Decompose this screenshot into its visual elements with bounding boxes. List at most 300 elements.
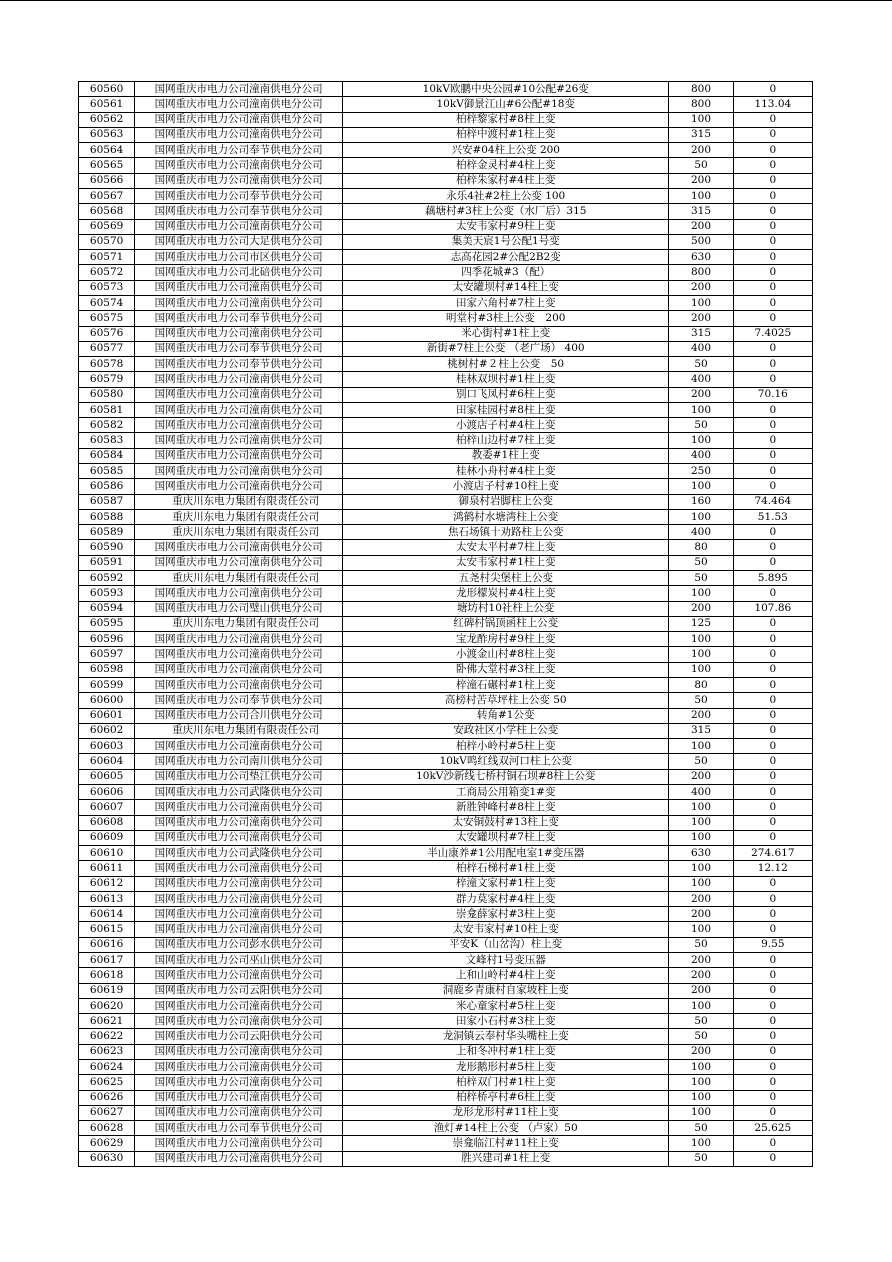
- company-name-cell: 国网重庆市电力公司奉节供电分公司: [135, 693, 343, 708]
- transformer-name-cell: 小渡店子村#4柱上变: [343, 418, 669, 433]
- company-name-cell: 重庆川东电力集团有限责任公司: [135, 723, 343, 738]
- capacity-cell: 50: [669, 1151, 733, 1166]
- transformer-name-cell: 四季花城#3（配）: [343, 265, 669, 280]
- capacity-cell: 100: [669, 1075, 733, 1090]
- capacity-cell: 200: [669, 387, 733, 402]
- table-row: [79, 555, 813, 570]
- capacity-cell: 100: [669, 739, 733, 754]
- table-row: [79, 968, 813, 983]
- table-row: [79, 677, 813, 692]
- row-id-cell: 60618: [79, 968, 135, 983]
- row-id-cell: 60565: [79, 158, 135, 173]
- load-value-cell: 0: [733, 616, 812, 631]
- row-id-cell: 60617: [79, 953, 135, 968]
- load-value-cell: 0: [733, 433, 812, 448]
- company-name-cell: 国网重庆市电力公司潼南供电分公司: [135, 97, 343, 112]
- load-value-cell: 0: [733, 953, 812, 968]
- load-value-cell: 0: [733, 677, 812, 692]
- row-id-cell: 60593: [79, 586, 135, 601]
- transformer-name-cell: 米心街村#1柱上变: [343, 326, 669, 341]
- company-name-cell: 国网重庆市电力公司南川供电分公司: [135, 754, 343, 769]
- transformer-name-cell: 小渡金山村#8柱上变: [343, 647, 669, 662]
- transformer-name-cell: 桂林双坝村#1柱上变: [343, 372, 669, 387]
- transformer-name-cell: 胜兴建司#1柱上变: [343, 1151, 669, 1166]
- company-name-cell: 国网重庆市电力公司潼南供电分公司: [135, 402, 343, 417]
- table-row: [79, 754, 813, 769]
- table-row: [79, 357, 813, 372]
- row-id-cell: 60571: [79, 250, 135, 265]
- company-name-cell: 国网重庆市电力公司潼南供电分公司: [135, 555, 343, 570]
- transformer-name-cell: 桃树村#２柱上公变 50: [343, 357, 669, 372]
- row-id-cell: 60601: [79, 708, 135, 723]
- company-name-cell: 国网重庆市电力公司奉节供电分公司: [135, 311, 343, 326]
- load-value-cell: 0: [733, 311, 812, 326]
- row-id-cell: 60626: [79, 1090, 135, 1105]
- company-name-cell: 国网重庆市电力公司潼南供电分公司: [135, 922, 343, 937]
- transformer-name-cell: 太安韦家村#1柱上变: [343, 555, 669, 570]
- company-name-cell: 国网重庆市电力公司潼南供电分公司: [135, 968, 343, 983]
- row-id-cell: 60624: [79, 1060, 135, 1075]
- transformer-name-cell: 转角#1公变: [343, 708, 669, 723]
- capacity-cell: 200: [669, 953, 733, 968]
- transformer-name-cell: 柏梓石梯村#1柱上变: [343, 861, 669, 876]
- load-value-cell: 12.12: [733, 861, 812, 876]
- load-value-cell: 0: [733, 525, 812, 540]
- company-name-cell: 国网重庆市电力公司彭水供电分公司: [135, 937, 343, 952]
- company-name-cell: 国网重庆市电力公司潼南供电分公司: [135, 464, 343, 479]
- transformer-name-cell: 太安韦家村#10柱上变: [343, 922, 669, 937]
- company-name-cell: 国网重庆市电力公司潼南供电分公司: [135, 1060, 343, 1075]
- table-row: [79, 234, 813, 249]
- row-id-cell: 60570: [79, 234, 135, 249]
- company-name-cell: 国网重庆市电力公司市区供电分公司: [135, 250, 343, 265]
- capacity-cell: 100: [669, 876, 733, 891]
- table-row: [79, 1060, 813, 1075]
- table-row: [79, 784, 813, 799]
- transformer-name-cell: 10kV欧鹏中央公园#10公配#26变: [343, 82, 669, 97]
- company-name-cell: 国网重庆市电力公司潼南供电分公司: [135, 372, 343, 387]
- capacity-cell: 200: [669, 143, 733, 158]
- row-id-cell: 60567: [79, 188, 135, 203]
- row-id-cell: 60569: [79, 219, 135, 234]
- capacity-cell: 100: [669, 861, 733, 876]
- capacity-cell: 200: [669, 173, 733, 188]
- company-name-cell: 国网重庆市电力公司潼南供电分公司: [135, 219, 343, 234]
- capacity-cell: 200: [669, 769, 733, 784]
- row-id-cell: 60583: [79, 433, 135, 448]
- table-row: [79, 372, 813, 387]
- transformer-name-cell: 柏梓小岭村#5柱上变: [343, 739, 669, 754]
- company-name-cell: 国网重庆市电力公司璧山供电分公司: [135, 601, 343, 616]
- capacity-cell: 50: [669, 693, 733, 708]
- row-id-cell: 60568: [79, 204, 135, 219]
- table-row: [79, 586, 813, 601]
- load-value-cell: 0: [733, 295, 812, 310]
- capacity-cell: 400: [669, 525, 733, 540]
- table-row: [79, 1014, 813, 1029]
- company-name-cell: 国网重庆市电力公司潼南供电分公司: [135, 295, 343, 310]
- load-value-cell: 0: [733, 372, 812, 387]
- load-value-cell: 0: [733, 769, 812, 784]
- company-name-cell: 国网重庆市电力公司潼南供电分公司: [135, 418, 343, 433]
- table-row: [79, 464, 813, 479]
- capacity-cell: 500: [669, 234, 733, 249]
- transformer-name-cell: 米心童家村#5柱上变: [343, 998, 669, 1013]
- table-row: [79, 662, 813, 677]
- row-id-cell: 60597: [79, 647, 135, 662]
- company-name-cell: 国网重庆市电力公司潼南供电分公司: [135, 861, 343, 876]
- capacity-cell: 630: [669, 846, 733, 861]
- row-id-cell: 60613: [79, 891, 135, 906]
- transformer-name-cell: 文峰村1号变压器: [343, 953, 669, 968]
- table-row: [79, 265, 813, 280]
- company-name-cell: 国网重庆市电力公司潼南供电分公司: [135, 112, 343, 127]
- transformer-name-cell: 安政社区小学柱上公变: [343, 723, 669, 738]
- load-value-cell: 0: [733, 800, 812, 815]
- company-name-cell: 国网重庆市电力公司武隆供电分公司: [135, 846, 343, 861]
- capacity-cell: 100: [669, 815, 733, 830]
- load-value-cell: 0: [733, 1090, 812, 1105]
- transformer-name-cell: 柏梓朱家村#4柱上变: [343, 173, 669, 188]
- load-value-cell: 0: [733, 815, 812, 830]
- company-name-cell: 国网重庆市电力公司云阳供电分公司: [135, 1029, 343, 1044]
- transformer-name-cell: 10kV鸣红线双河口柱上公变: [343, 754, 669, 769]
- table-row: [79, 891, 813, 906]
- table-row: [79, 983, 813, 998]
- load-value-cell: 0: [733, 479, 812, 494]
- capacity-cell: 50: [669, 571, 733, 586]
- row-id-cell: 60562: [79, 112, 135, 127]
- transformer-name-cell: 渔灯#14柱上公变 （卢家）50: [343, 1121, 669, 1136]
- load-value-cell: 0: [733, 250, 812, 265]
- capacity-cell: 200: [669, 891, 733, 906]
- table-row: [79, 922, 813, 937]
- capacity-cell: 100: [669, 922, 733, 937]
- transformer-name-cell: 集美天宸1号公配1号变: [343, 234, 669, 249]
- capacity-cell: 630: [669, 250, 733, 265]
- company-name-cell: 国网重庆市电力公司潼南供电分公司: [135, 662, 343, 677]
- row-id-cell: 60573: [79, 280, 135, 295]
- load-value-cell: 0: [733, 968, 812, 983]
- table-row: [79, 143, 813, 158]
- load-value-cell: 0: [733, 739, 812, 754]
- company-name-cell: 国网重庆市电力公司潼南供电分公司: [135, 1044, 343, 1059]
- company-name-cell: 国网重庆市电力公司潼南供电分公司: [135, 998, 343, 1013]
- row-id-cell: 60610: [79, 846, 135, 861]
- transformer-name-cell: 田家六角村#7柱上变: [343, 295, 669, 310]
- transformer-name-cell: 五尧村尖堡柱上公变: [343, 571, 669, 586]
- load-value-cell: 107.86: [733, 601, 812, 616]
- transformer-name-cell: 明堂村#3柱上公变 200: [343, 311, 669, 326]
- row-id-cell: 60591: [79, 555, 135, 570]
- company-name-cell: 国网重庆市电力公司奉节供电分公司: [135, 357, 343, 372]
- load-value-cell: 274.617: [733, 846, 812, 861]
- transformer-name-cell: 鸿鹤村水塘湾柱上公变: [343, 509, 669, 524]
- company-name-cell: 国网重庆市电力公司潼南供电分公司: [135, 433, 343, 448]
- row-id-cell: 60596: [79, 632, 135, 647]
- table-row: [79, 525, 813, 540]
- capacity-cell: 100: [669, 662, 733, 677]
- company-name-cell: 国网重庆市电力公司奉节供电分公司: [135, 1121, 343, 1136]
- transformer-name-cell: 田家桂园村#8柱上变: [343, 402, 669, 417]
- table-row: [79, 861, 813, 876]
- table-row: [79, 433, 813, 448]
- row-id-cell: 60608: [79, 815, 135, 830]
- capacity-cell: 200: [669, 907, 733, 922]
- table-row: [79, 1136, 813, 1151]
- table-row: [79, 723, 813, 738]
- load-value-cell: 74.464: [733, 494, 812, 509]
- row-id-cell: 60595: [79, 616, 135, 631]
- load-value-cell: 0: [733, 357, 812, 372]
- load-value-cell: 113.04: [733, 97, 812, 112]
- transformer-name-cell: 红碑村锅顶函柱上公变: [343, 616, 669, 631]
- transformer-name-cell: 塘坊村10社柱上公变: [343, 601, 669, 616]
- load-value-cell: 0: [733, 754, 812, 769]
- transformer-name-cell: 上和冬冲村#1柱上变: [343, 1044, 669, 1059]
- row-id-cell: 60579: [79, 372, 135, 387]
- transformer-name-cell: 10kV御景江山#6公配#18变: [343, 97, 669, 112]
- company-name-cell: 重庆川东电力集团有限责任公司: [135, 509, 343, 524]
- load-value-cell: 0: [733, 1014, 812, 1029]
- load-value-cell: 0: [733, 188, 812, 203]
- capacity-cell: 100: [669, 1136, 733, 1151]
- company-name-cell: 重庆川东电力集团有限责任公司: [135, 525, 343, 540]
- transformer-name-cell: 高榜村苦草坪柱上公变 50: [343, 693, 669, 708]
- row-id-cell: 60616: [79, 937, 135, 952]
- capacity-cell: 100: [669, 402, 733, 417]
- table-row: [79, 1151, 813, 1166]
- capacity-cell: 100: [669, 112, 733, 127]
- load-value-cell: 0: [733, 830, 812, 845]
- company-name-cell: 国网重庆市电力公司潼南供电分公司: [135, 448, 343, 463]
- table-row: [79, 907, 813, 922]
- row-id-cell: 60623: [79, 1044, 135, 1059]
- capacity-cell: 400: [669, 448, 733, 463]
- transformer-name-cell: 田家小石村#3柱上变: [343, 1014, 669, 1029]
- company-name-cell: 国网重庆市电力公司潼南供电分公司: [135, 1075, 343, 1090]
- company-name-cell: 国网重庆市电力公司潼南供电分公司: [135, 815, 343, 830]
- capacity-cell: 100: [669, 998, 733, 1013]
- capacity-cell: 400: [669, 341, 733, 356]
- load-value-cell: 0: [733, 1075, 812, 1090]
- company-name-cell: 国网重庆市电力公司潼南供电分公司: [135, 540, 343, 555]
- table-row: [79, 937, 813, 952]
- company-name-cell: 国网重庆市电力公司奉节供电分公司: [135, 341, 343, 356]
- transformer-name-cell: 藕塘村#3柱上公变（水厂后）315: [343, 204, 669, 219]
- transformer-name-cell: 工商局公用箱变1#变: [343, 784, 669, 799]
- capacity-cell: 100: [669, 433, 733, 448]
- load-value-cell: 0: [733, 983, 812, 998]
- company-name-cell: 国网重庆市电力公司合川供电分公司: [135, 708, 343, 723]
- transformer-name-cell: 桂林小舟村#4柱上变: [343, 464, 669, 479]
- row-id-cell: 60621: [79, 1014, 135, 1029]
- transformer-name-cell: 太安罐坝村#14柱上变: [343, 280, 669, 295]
- load-value-cell: 0: [733, 876, 812, 891]
- company-name-cell: 重庆川东电力集团有限责任公司: [135, 616, 343, 631]
- company-name-cell: 国网重庆市电力公司北碚供电分公司: [135, 265, 343, 280]
- company-name-cell: 国网重庆市电力公司潼南供电分公司: [135, 739, 343, 754]
- row-id-cell: 60615: [79, 922, 135, 937]
- company-name-cell: 国网重庆市电力公司垫江供电分公司: [135, 769, 343, 784]
- company-name-cell: 国网重庆市电力公司潼南供电分公司: [135, 800, 343, 815]
- capacity-cell: 400: [669, 372, 733, 387]
- table-row: [79, 1105, 813, 1120]
- transformer-name-cell: 龙形檬炭村#4柱上变: [343, 586, 669, 601]
- capacity-cell: 100: [669, 479, 733, 494]
- table-row: [79, 448, 813, 463]
- row-id-cell: 60598: [79, 662, 135, 677]
- row-id-cell: 60560: [79, 82, 135, 97]
- load-value-cell: 0: [733, 82, 812, 97]
- table-row: [79, 739, 813, 754]
- transformer-name-cell: 教委#1柱上变: [343, 448, 669, 463]
- table-row: [79, 402, 813, 417]
- row-id-cell: 60563: [79, 127, 135, 142]
- load-value-cell: 0: [733, 219, 812, 234]
- row-id-cell: 60574: [79, 295, 135, 310]
- company-name-cell: 国网重庆市电力公司潼南供电分公司: [135, 876, 343, 891]
- load-value-cell: 0: [733, 647, 812, 662]
- table-row: [79, 1121, 813, 1136]
- company-name-cell: 国网重庆市电力公司潼南供电分公司: [135, 158, 343, 173]
- load-value-cell: 0: [733, 922, 812, 937]
- transformer-name-cell: 志高花园2#公配2B2变: [343, 250, 669, 265]
- table-row: [79, 112, 813, 127]
- load-value-cell: 7.4025: [733, 326, 812, 341]
- load-value-cell: 0: [733, 586, 812, 601]
- capacity-cell: 800: [669, 265, 733, 280]
- load-value-cell: 0: [733, 204, 812, 219]
- capacity-cell: 125: [669, 616, 733, 631]
- transformer-name-cell: 平安K（山岔沟）柱上变: [343, 937, 669, 952]
- row-id-cell: 60588: [79, 509, 135, 524]
- capacity-cell: 100: [669, 509, 733, 524]
- load-value-cell: 0: [733, 1151, 812, 1166]
- transformer-name-cell: 小渡店子村#10柱上变: [343, 479, 669, 494]
- capacity-cell: 200: [669, 280, 733, 295]
- table-body: [79, 82, 813, 1167]
- table-row: [79, 800, 813, 815]
- table-row: [79, 509, 813, 524]
- load-value-cell: 0: [733, 265, 812, 280]
- transformer-name-cell: 洞鹿乡青康村自家坡柱上变: [343, 983, 669, 998]
- transformer-name-cell: 御泉村岩脚柱上公变: [343, 494, 669, 509]
- transformer-name-cell: 太安铜鼓村#13柱上变: [343, 815, 669, 830]
- page-top-rule: [0, 0, 892, 1]
- table-row: [79, 1075, 813, 1090]
- row-id-cell: 60576: [79, 326, 135, 341]
- table-row: [79, 188, 813, 203]
- load-value-cell: 51.53: [733, 509, 812, 524]
- table-row: [79, 341, 813, 356]
- row-id-cell: 60580: [79, 387, 135, 402]
- company-name-cell: 国网重庆市电力公司潼南供电分公司: [135, 82, 343, 97]
- row-id-cell: 60609: [79, 830, 135, 845]
- row-id-cell: 60622: [79, 1029, 135, 1044]
- row-id-cell: 60625: [79, 1075, 135, 1090]
- table-row: [79, 479, 813, 494]
- row-id-cell: 60607: [79, 800, 135, 815]
- load-value-cell: 0: [733, 1136, 812, 1151]
- transformer-name-cell: 柏梓中渡村#1柱上变: [343, 127, 669, 142]
- row-id-cell: 60599: [79, 677, 135, 692]
- load-value-cell: 0: [733, 907, 812, 922]
- transformer-name-cell: 龙形鹅形村#5柱上变: [343, 1060, 669, 1075]
- capacity-cell: 100: [669, 586, 733, 601]
- load-value-cell: 0: [733, 143, 812, 158]
- capacity-cell: 200: [669, 1044, 733, 1059]
- load-value-cell: 0: [733, 662, 812, 677]
- transformer-name-cell: 上和山岭村#4柱上变: [343, 968, 669, 983]
- load-value-cell: 0: [733, 555, 812, 570]
- capacity-cell: 50: [669, 555, 733, 570]
- load-value-cell: 0: [733, 418, 812, 433]
- row-id-cell: 60594: [79, 601, 135, 616]
- row-id-cell: 60605: [79, 769, 135, 784]
- load-value-cell: 0: [733, 280, 812, 295]
- row-id-cell: 60612: [79, 876, 135, 891]
- capacity-cell: 50: [669, 357, 733, 372]
- transformer-name-cell: 太安罐坝村#7柱上变: [343, 830, 669, 845]
- transformer-name-cell: 太安韦家村#9柱上变: [343, 219, 669, 234]
- row-id-cell: 60602: [79, 723, 135, 738]
- transformer-name-cell: 卧佛大堂村#3柱上变: [343, 662, 669, 677]
- capacity-cell: 315: [669, 204, 733, 219]
- company-name-cell: 重庆川东电力集团有限责任公司: [135, 571, 343, 586]
- row-id-cell: 60566: [79, 173, 135, 188]
- capacity-cell: 200: [669, 968, 733, 983]
- table-row: [79, 219, 813, 234]
- row-id-cell: 60590: [79, 540, 135, 555]
- table-row: [79, 693, 813, 708]
- capacity-cell: 50: [669, 418, 733, 433]
- table-row: [79, 846, 813, 861]
- company-name-cell: 国网重庆市电力公司潼南供电分公司: [135, 647, 343, 662]
- table-row: [79, 97, 813, 112]
- row-id-cell: 60611: [79, 861, 135, 876]
- capacity-cell: 200: [669, 311, 733, 326]
- transformer-name-cell: 兴安#04柱上公变 200: [343, 143, 669, 158]
- load-value-cell: 0: [733, 464, 812, 479]
- row-id-cell: 60585: [79, 464, 135, 479]
- capacity-cell: 100: [669, 800, 733, 815]
- table-row: [79, 540, 813, 555]
- load-value-cell: 70.16: [733, 387, 812, 402]
- company-name-cell: 国网重庆市电力公司巫山供电分公司: [135, 953, 343, 968]
- company-name-cell: 国网重庆市电力公司潼南供电分公司: [135, 280, 343, 295]
- transformer-name-cell: 新胜钟峰村#8柱上变: [343, 800, 669, 815]
- load-value-cell: 0: [733, 341, 812, 356]
- table-row: [79, 418, 813, 433]
- load-value-cell: 0: [733, 112, 812, 127]
- row-id-cell: 60620: [79, 998, 135, 1013]
- table-row: [79, 616, 813, 631]
- transformer-name-cell: 龙形龙形村#11柱上变: [343, 1105, 669, 1120]
- table-row: [79, 494, 813, 509]
- row-id-cell: 60619: [79, 983, 135, 998]
- company-name-cell: 国网重庆市电力公司潼南供电分公司: [135, 326, 343, 341]
- load-value-cell: 0: [733, 127, 812, 142]
- capacity-cell: 250: [669, 464, 733, 479]
- company-name-cell: 国网重庆市电力公司潼南供电分公司: [135, 1136, 343, 1151]
- capacity-cell: 100: [669, 1105, 733, 1120]
- table-row: [79, 1044, 813, 1059]
- table-row: [79, 815, 813, 830]
- table-row: [79, 632, 813, 647]
- table-row: [79, 769, 813, 784]
- load-value-cell: 9.55: [733, 937, 812, 952]
